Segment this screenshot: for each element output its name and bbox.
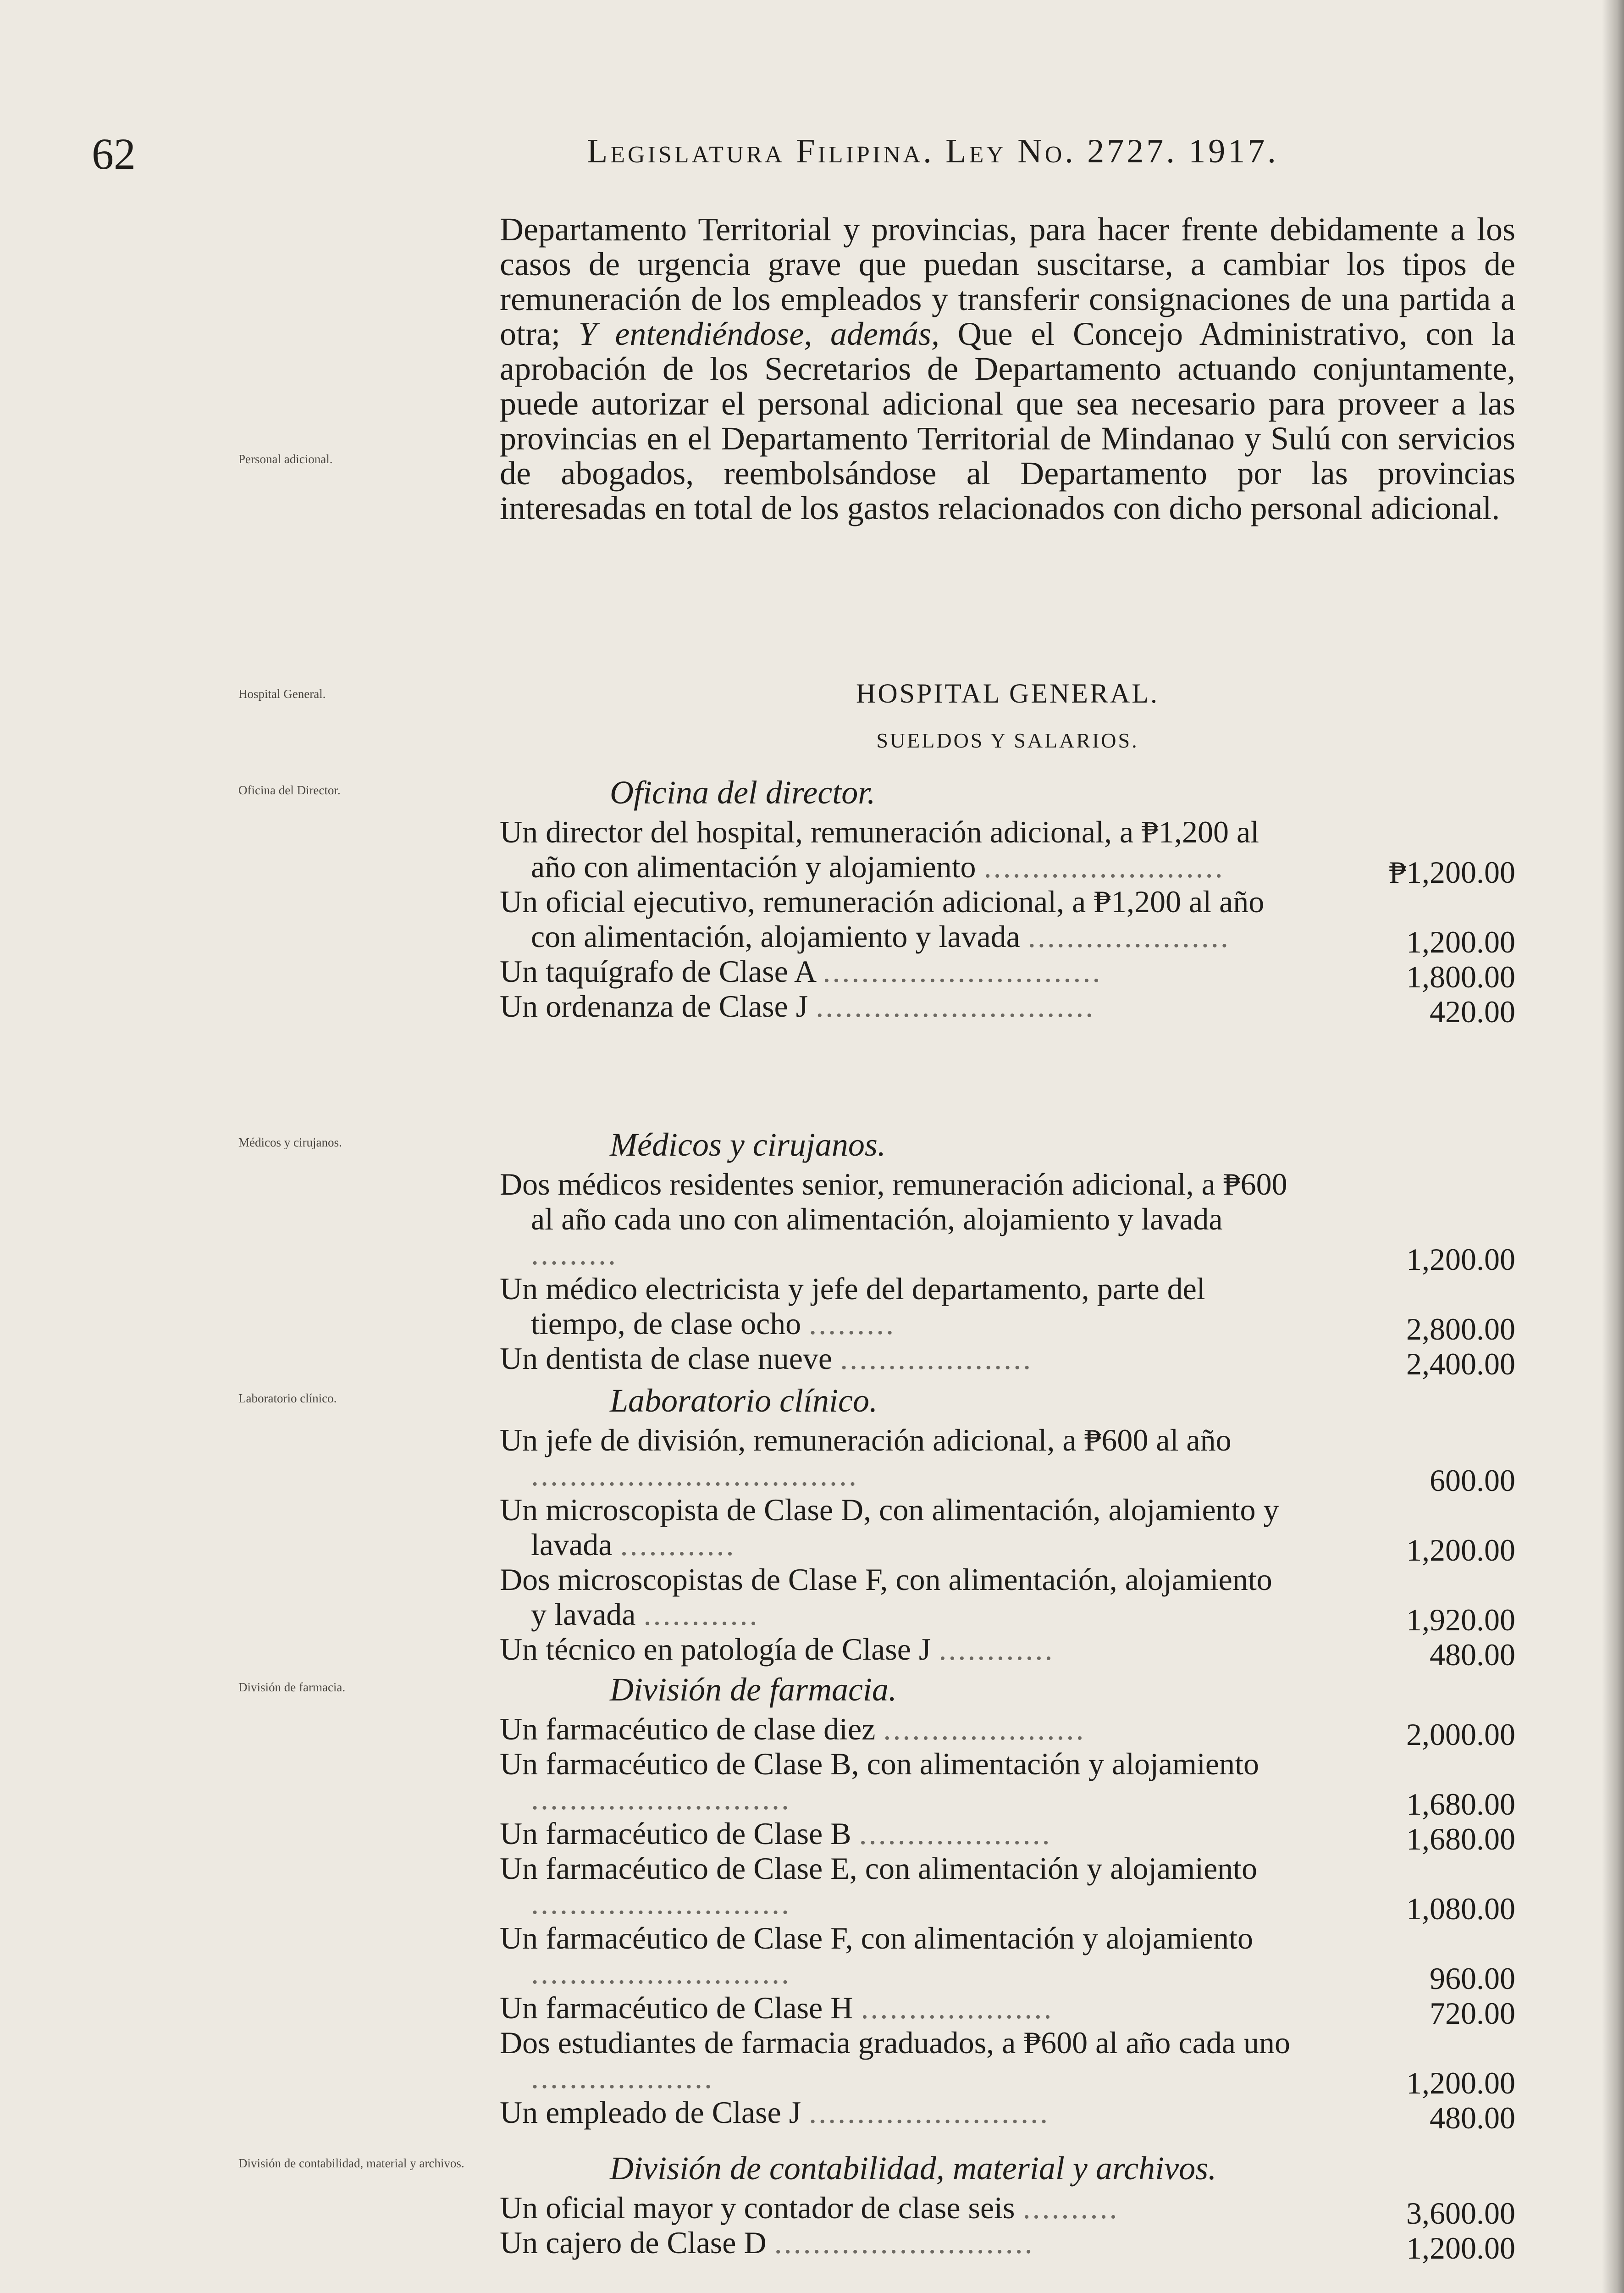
item-desc: Un farmacéutico de Clase E, con alimentación y alojamiento <box>500 1851 1258 1886</box>
leader-dots: .......... <box>1022 2190 1119 2225</box>
item-amount: 1,680.00 <box>1406 1787 1515 1822</box>
list-item <box>500 1851 1531 1926</box>
item-amount: 3,600.00 <box>1406 2196 1515 2231</box>
item-desc: Dos estudiantes de farmacia graduados, a ₱600 al año cada uno <box>500 2025 1290 2060</box>
list-item <box>500 2025 1531 2100</box>
item-desc: Un farmacéutico de Clase H <box>500 1990 853 2025</box>
list-item <box>500 884 1531 959</box>
item-desc: Un oficial mayor y contador de clase seis <box>500 2190 1015 2225</box>
list-item <box>500 814 1531 890</box>
heading-hospital-general: HOSPITAL GENERAL. <box>856 678 1159 709</box>
page-number: 62 <box>92 129 136 178</box>
intro-rest: Que el Concejo Administrativo, con la aprobación de los Secretarios de Departamento actuando conjuntamente, puede autorizar el personal adicional que sea necesario para proveer a las provincias en el Departamento Territorial de Mindanao y Sulú con servicios de abogados, reembolsándose al Departamento por las provincias interesadas en total de los gastos relacionados con dicho personal adicional. <box>500 316 1516 526</box>
margin-note-hospital: Hospital General. <box>238 687 326 701</box>
item-amount: 1,200.00 <box>1406 2066 1515 2100</box>
item-amount: 2,800.00 <box>1406 1312 1515 1346</box>
item-desc: Dos microscopistas de Clase F, con alimentación, alojamiento y lavada <box>500 1562 1272 1632</box>
page-header <box>0 125 1624 189</box>
item-amount: ₱1,200.00 <box>1389 855 1515 890</box>
leader-dots: ................... <box>531 2060 714 2095</box>
heading-sueldos-salarios: SUELDOS Y SALARIOS. <box>876 729 1139 752</box>
list-item <box>500 2190 1531 2231</box>
leader-dots: .................................. <box>531 1457 858 1492</box>
item-desc: Un director del hospital, remuneración adicional, a ₱1,200 al año con alimentación y alojamiento <box>500 814 1259 884</box>
leader-dots: .................... <box>861 1990 1054 2025</box>
item-desc: Un empleado de Clase J <box>500 2095 801 2130</box>
section-contabilidad <box>500 2150 1531 2265</box>
list-item <box>500 2095 1531 2135</box>
item-desc: Un farmacéutico de Clase B <box>500 1816 851 1851</box>
item-amount: 1,920.00 <box>1406 1602 1515 1637</box>
item-amount: 420.00 <box>1430 994 1515 1029</box>
list-item <box>500 1921 1531 1996</box>
item-desc: Un farmacéutico de Clase F, con alimentación y alojamiento <box>500 1921 1253 1955</box>
item-desc: Un dentista de clase nueve <box>500 1341 833 1376</box>
intro-paragraph <box>500 212 1515 526</box>
list-item <box>500 1990 1531 2031</box>
item-desc: Un ordenanza de Clase J <box>500 989 808 1024</box>
leader-dots: ........................... <box>531 1781 791 1816</box>
leader-dots: ......... <box>809 1306 896 1341</box>
list-item <box>500 1632 1531 1672</box>
section-title: Médicos y cirujanos. <box>610 1126 886 1163</box>
item-amount: 1,680.00 <box>1406 1822 1515 1856</box>
margin-note-laboratorio: Laboratorio clínico. <box>238 1391 337 1405</box>
item-amount: 1,800.00 <box>1406 959 1515 994</box>
leader-dots: ..................... <box>1027 919 1230 954</box>
item-desc: Un oficial ejecutivo, remuneración adicional, a ₱1,200 al año con alimentación, alojamiento y lavada <box>500 884 1265 954</box>
list-item <box>500 1423 1531 1498</box>
leader-dots: ......................... <box>983 849 1225 884</box>
list-item <box>500 1167 1531 1277</box>
section-oficina <box>500 774 1531 1029</box>
running-head: Legislatura Filipina. Ley No. 2727. 1917. <box>587 133 1279 170</box>
item-amount: 2,000.00 <box>1406 1717 1515 1752</box>
intro-lead: Departamento Territorial y provincias, para hacer frente debidamente a los casos de urgencia grave que puedan suscitarse, a cambiar los tipos de remuneración de los empleados y transferir consignaciones de una partida a otra; <box>500 211 1515 352</box>
leader-dots: .................... <box>840 1341 1033 1376</box>
item-amount: 960.00 <box>1430 1961 1515 1996</box>
intro-emphasis: Y entendiéndose, además, <box>578 316 939 352</box>
section-title: División de farmacia. <box>610 1671 897 1708</box>
section-farmacia <box>500 1671 1531 2135</box>
list-item <box>500 2225 1531 2265</box>
item-desc: Un farmacéutico de clase diez <box>500 1711 876 1746</box>
section-title: Oficina del director. <box>610 774 876 811</box>
item-amount: 2,400.00 <box>1406 1346 1515 1381</box>
section-laboratorio <box>500 1382 1531 1672</box>
list-item <box>500 954 1531 994</box>
list-item <box>500 1562 1531 1637</box>
item-amount: 480.00 <box>1430 1637 1515 1672</box>
item-amount: 1,200.00 <box>1406 1533 1515 1567</box>
leader-dots: ........................... <box>531 1955 791 1990</box>
leader-dots: ......... <box>531 1236 618 1271</box>
item-desc: Un jefe de división, remuneración adicional, a ₱600 al año <box>500 1423 1232 1457</box>
item-amount: 600.00 <box>1430 1463 1515 1498</box>
leader-dots: ........................... <box>774 2225 1034 2260</box>
leader-dots: ........................... <box>531 1886 791 1921</box>
margin-note-personal: Personal adicional. <box>238 452 333 466</box>
section-title: Laboratorio clínico. <box>610 1382 878 1419</box>
margin-note-contabilidad: División de contabilidad, material y archivos. <box>238 2156 464 2170</box>
list-item <box>500 1746 1531 1822</box>
item-desc: Un médico electricista y jefe del departamento, parte del tiempo, de clase ocho <box>500 1271 1205 1341</box>
item-amount: 720.00 <box>1430 1996 1515 2031</box>
list-item <box>500 1492 1531 1567</box>
item-desc: Un farmacéutico de Clase B, con alimentación y alojamiento <box>500 1746 1259 1781</box>
list-item <box>500 1271 1531 1346</box>
item-desc: Un taquígrafo de Clase A <box>500 954 815 989</box>
leader-dots: ............ <box>939 1632 1055 1667</box>
item-desc: Un microscopista de Clase D, con alimentación, alojamiento y lavada <box>500 1492 1279 1562</box>
list-item <box>500 989 1531 1029</box>
leader-dots: ............ <box>643 1597 759 1632</box>
leader-dots: ............................. <box>816 989 1095 1024</box>
margin-note-oficina: Oficina del Director. <box>238 783 341 797</box>
list-item <box>500 1816 1531 1856</box>
section-title: División de contabilidad, material y archivos. <box>610 2150 1217 2187</box>
leader-dots: ............................. <box>823 954 1102 989</box>
leader-dots: ......................... <box>809 2095 1050 2130</box>
margin-note-farmacia: División de farmacia. <box>238 1680 346 1694</box>
leader-dots: ..................... <box>883 1711 1086 1746</box>
item-desc: Dos médicos residentes senior, remuneración adicional, a ₱600 al año cada uno con alimentación, alojamiento y lavada <box>500 1167 1287 1236</box>
item-amount: 1,080.00 <box>1406 1891 1515 1926</box>
page-edge-shadow <box>1602 0 1624 2293</box>
item-amount: 480.00 <box>1430 2100 1515 2135</box>
section-medicos <box>500 1126 1531 1381</box>
margin-note-medicos: Médicos y cirujanos. <box>238 1135 342 1149</box>
item-amount: 1,200.00 <box>1406 925 1515 959</box>
leader-dots: .................... <box>859 1816 1052 1851</box>
item-desc: Un técnico en patología de Clase J <box>500 1632 931 1667</box>
item-desc: Un cajero de Clase D <box>500 2225 767 2260</box>
leader-dots: ............ <box>620 1527 736 1562</box>
item-amount: 1,200.00 <box>1406 2231 1515 2265</box>
list-item <box>500 1711 1531 1752</box>
list-item <box>500 1341 1531 1381</box>
item-amount: 1,200.00 <box>1406 1242 1515 1277</box>
